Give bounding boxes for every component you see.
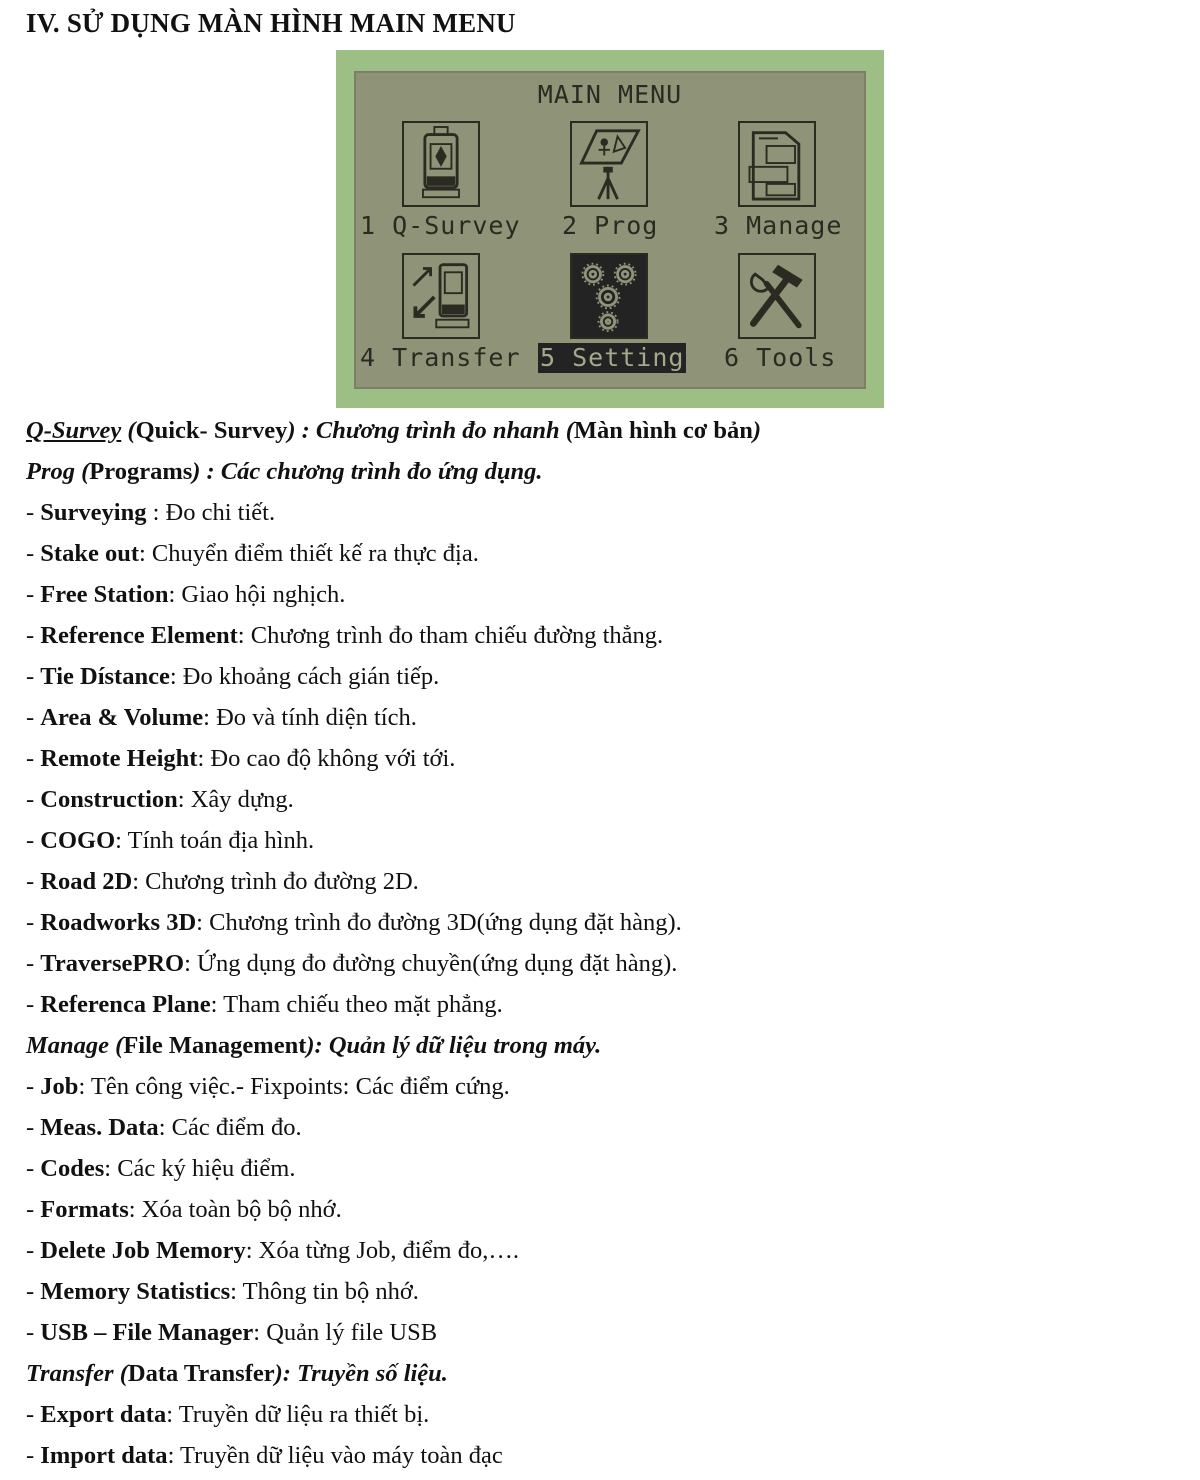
- list-item: - Remote Height: Đo cao độ không với tới.: [26, 745, 456, 772]
- list-item: - Free Station: Giao hội nghịch.: [26, 581, 346, 608]
- lcd-item-manage[interactable]: 3 Manage: [714, 211, 843, 240]
- lcd-item-setting[interactable]: 5 Setting: [540, 343, 685, 372]
- lcd-item-transfer[interactable]: 4 Transfer: [360, 343, 521, 372]
- item-desc: : Chương trình đo tham chiếu đường thẳng.: [237, 622, 664, 649]
- item-term: Roadworks 3D: [40, 909, 197, 936]
- item-desc: : Xây dựng.: [177, 786, 294, 813]
- section-transfer: [26, 1353, 1186, 1394]
- list-item: - Memory Statistics: Thông tin bộ nhớ.: [26, 1278, 419, 1305]
- list-item: - Import data: Truyền dữ liệu vào máy toàn đạc: [26, 1442, 503, 1469]
- lcd-title: MAIN MENU: [537, 80, 683, 109]
- section-term-en: Data Transfer: [127, 1360, 275, 1387]
- section-term: Transfer: [26, 1360, 114, 1387]
- item-term: Road 2D: [40, 868, 133, 895]
- section-heading: IV. SỬ DỤNG MÀN HÌNH MAIN MENU: [26, 8, 516, 38]
- section-term: Manage: [26, 1032, 110, 1059]
- list-item: - Surveying : Đo chi tiết.: [26, 499, 276, 526]
- item-desc: : Tên công việc.- Fixpoints: Các điểm cứng.: [78, 1073, 510, 1100]
- item-desc: : Đo và tính diện tích.: [203, 704, 417, 731]
- list-item: - TraversePRO: Ứng dụng đo đường chuyền(ứng dụng đặt hàng).: [26, 950, 678, 977]
- item-desc: : Đo cao độ không với tới.: [197, 745, 456, 772]
- section-term-en: Programs: [89, 458, 193, 485]
- list-item: - Codes: Các ký hiệu điểm.: [26, 1155, 296, 1182]
- item-desc: : Đo khoảng cách gián tiếp.: [169, 663, 440, 690]
- item-term: Construction: [40, 786, 178, 813]
- list-item: - Reference Element: Chương trình đo tham chiếu đường thẳng.: [26, 622, 664, 649]
- gears-icon[interactable]: [570, 253, 648, 339]
- item-desc: : Xóa từng Job, điểm đo,….: [245, 1237, 519, 1264]
- item-desc: : Tham chiếu theo mặt phẳng.: [210, 991, 503, 1018]
- section-desc: ): Truyền số liệu.: [274, 1360, 448, 1387]
- item-term: Delete Job Memory: [40, 1237, 246, 1264]
- section-punct: ): [752, 417, 762, 444]
- section-punct: (: [121, 417, 136, 444]
- section-desc: ): Quản lý dữ liệu trong máy.: [306, 1032, 602, 1059]
- item-term: Formats: [40, 1196, 129, 1223]
- item-desc: : Chương trình đo đường 2D.: [132, 868, 419, 895]
- list-item: - Export data: Truyền dữ liệu ra thiết bị.: [26, 1401, 430, 1428]
- section-desc: ) : Chương trình đo nhanh (: [287, 417, 574, 444]
- item-desc: : Ứng dụng đo đường chuyền(ứng dụng đặt hàng).: [184, 950, 678, 977]
- lcd-item-prog[interactable]: 2 Prog: [562, 211, 659, 240]
- list-item: - Roadworks 3D: Chương trình đo đường 3D(ứng dụng đặt hàng).: [26, 909, 682, 936]
- list-item: - Job: Tên công việc.- Fixpoints: Các điểm cứng.: [26, 1073, 510, 1100]
- section-note: Màn hình cơ bản: [573, 417, 753, 444]
- lcd-screen: [354, 71, 866, 389]
- item-term: Remote Height: [40, 745, 198, 772]
- item-desc: : Chương trình đo đường 3D(ứng dụng đặt hàng).: [196, 909, 682, 936]
- item-term: Meas. Data: [40, 1114, 159, 1141]
- lcd-item-q-survey[interactable]: 1 Q-Survey: [360, 211, 521, 240]
- item-desc: : Tính toán địa hình.: [115, 827, 315, 854]
- transfer-arrows-icon[interactable]: [402, 253, 480, 339]
- document-body: [26, 410, 1186, 1476]
- section-term: Prog: [26, 458, 75, 485]
- item-term: TraversePRO: [40, 950, 185, 977]
- item-desc: : Xóa toàn bộ bộ nhớ.: [128, 1196, 342, 1223]
- list-item: - Construction: Xây dựng.: [26, 786, 294, 813]
- item-term: Free Station: [40, 581, 169, 608]
- section-term: Q-Survey: [26, 417, 122, 444]
- section-desc: ) : Các chương trình đo ứng dụng.: [192, 458, 543, 485]
- section-prog: [26, 451, 1186, 492]
- item-desc: : Đo chi tiết.: [146, 499, 276, 526]
- tripod-plane-icon[interactable]: [570, 121, 648, 207]
- item-term: Reference Element: [40, 622, 238, 649]
- list-item: - USB – File Manager: Quản lý file USB: [26, 1319, 438, 1346]
- list-item: - Road 2D: Chương trình đo đường 2D.: [26, 868, 419, 895]
- item-desc: : Quản lý file USB: [253, 1319, 438, 1346]
- section-punct: (: [109, 1032, 124, 1059]
- list-item: - Referenca Plane: Tham chiếu theo mặt phẳng.: [26, 991, 503, 1018]
- item-desc: : Truyền dữ liệu ra thiết bị.: [166, 1401, 430, 1428]
- item-term: Stake out: [40, 540, 139, 567]
- section-q-survey: [26, 410, 1186, 451]
- list-item: - Delete Job Memory: Xóa từng Job, điểm đo,….: [26, 1237, 519, 1264]
- file-cabinet-icon[interactable]: [738, 121, 816, 207]
- list-item: - Meas. Data: Các điểm đo.: [26, 1114, 302, 1141]
- item-term: USB – File Manager: [40, 1319, 254, 1346]
- item-desc: : Truyền dữ liệu vào máy toàn đạc: [167, 1442, 503, 1469]
- list-item: - Stake out: Chuyển điểm thiết kế ra thực địa.: [26, 540, 479, 567]
- item-term: Import data: [40, 1442, 168, 1469]
- lcd-screenshot: [336, 50, 884, 408]
- item-term: Surveying: [40, 499, 147, 526]
- lcd-item-tools[interactable]: 6 Tools: [724, 343, 837, 372]
- item-term: Export data: [40, 1401, 167, 1428]
- section-punct: (: [113, 1360, 128, 1387]
- section-term-en: File Management: [123, 1032, 307, 1059]
- item-term: Referenca Plane: [40, 991, 211, 1018]
- item-term: Tie Dístance: [40, 663, 170, 690]
- item-term: Memory Statistics: [40, 1278, 231, 1305]
- item-desc: : Chuyển điểm thiết kế ra thực địa.: [139, 540, 479, 567]
- item-desc: : Giao hội nghịch.: [168, 581, 346, 608]
- item-term: COGO: [40, 827, 116, 854]
- section-punct: (: [75, 458, 90, 485]
- list-item: - Area & Volume: Đo và tính diện tích.: [26, 704, 417, 731]
- section-term-en: Quick- Survey: [135, 417, 288, 444]
- total-station-icon[interactable]: [402, 121, 480, 207]
- hammer-wrench-icon[interactable]: [738, 253, 816, 339]
- list-item: - Formats: Xóa toàn bộ bộ nhớ.: [26, 1196, 342, 1223]
- item-desc: : Thông tin bộ nhớ.: [230, 1278, 419, 1305]
- item-term: Area & Volume: [40, 704, 204, 731]
- item-desc: : Các ký hiệu điểm.: [104, 1155, 296, 1182]
- list-item: - Tie Dístance: Đo khoảng cách gián tiếp.: [26, 663, 440, 690]
- item-desc: : Các điểm đo.: [158, 1114, 302, 1141]
- item-term: Job: [40, 1073, 79, 1100]
- list-item: - COGO: Tính toán địa hình.: [26, 827, 315, 854]
- section-manage: [26, 1025, 1186, 1066]
- item-term: Codes: [40, 1155, 105, 1182]
